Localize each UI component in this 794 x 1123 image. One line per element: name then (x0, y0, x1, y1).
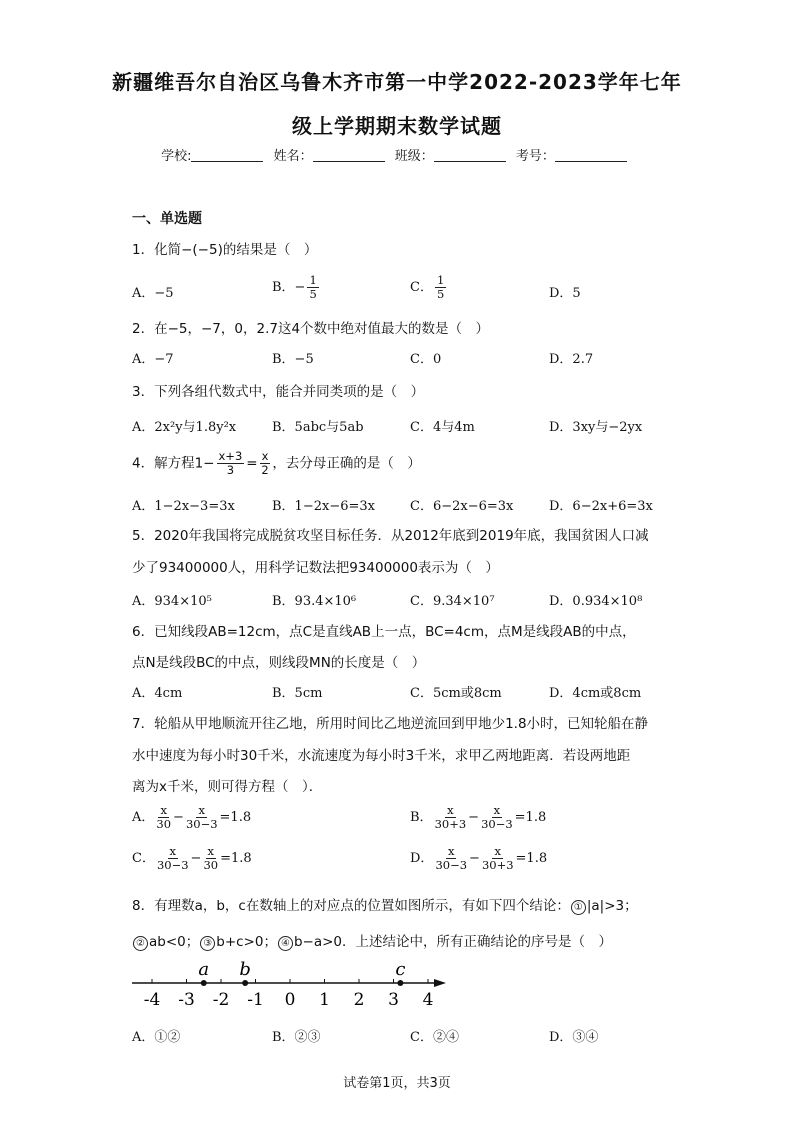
q2-option-a: A．−7 (132, 352, 174, 367)
number-line-point-c (397, 980, 403, 986)
number-line-tick-label: 1 (319, 990, 330, 1010)
q5-option-b: B．93.4×10⁶ (272, 594, 357, 609)
question-6-line-1: 6．已知线段AB=12cm，点C是直线AB上一点，BC=4cm，点M是线段AB的中点， (132, 624, 636, 640)
number-line-tick-label: -4 (143, 990, 161, 1010)
section-heading: 一、单选题 (132, 211, 202, 227)
q4-option-c: C．6−2x−6=3x (410, 499, 514, 514)
question-7-line-1: 7．轮船从甲地顺流开往乙地，所用时间比乙地逆流回到甲地少1.8小时，已知轮船在静 (132, 716, 649, 732)
q3-option-c: C．4与4m (410, 420, 475, 435)
number-line-point-label: b (239, 959, 251, 980)
number-line-tick-label: -3 (178, 990, 195, 1010)
q6-option-d: D．4cm或8cm (549, 686, 642, 701)
question-7-line-2: 水中速度为每小时30千米，水流速度为每小时3千米，求甲乙两地距离．若设两地距 (132, 748, 631, 764)
q8-option-b: B．②③ (272, 1030, 321, 1045)
q4-option-b: B．1−2x−6=3x (272, 499, 375, 514)
class-label: 班级： (394, 149, 434, 164)
q5-option-c: C．9.34×10⁷ (410, 594, 495, 609)
class-blank (434, 149, 506, 162)
question-5-line-2: 少了93400000人，用科学记数法把93400000表示为（ ） (132, 560, 499, 576)
q3-option-a: A．2x²y与1.8y²x (132, 420, 237, 435)
number-label: 考号： (515, 149, 555, 164)
question-1-stem: 1．化简−(−5)的结果是（ ） (132, 242, 318, 258)
q1-option-c: C． $\frac{1}{5}$ (410, 273, 445, 301)
page-footer: 试卷第1页，共3页 (343, 1076, 451, 1091)
q6-option-b: B．5cm (272, 686, 323, 701)
number-line-tick-label: 4 (422, 990, 434, 1010)
number-line-points (198, 959, 405, 986)
q7-option-a: A． $\frac{x}{30}$ − $\frac{x}{30-3}$ =1.8 (132, 803, 252, 831)
q7-option-d: D． $\frac{x}{30-3}$ − $\frac{x}{30+3}$ =1.8 (410, 844, 548, 872)
question-2-stem: 2．在−5，−7，0，2.7这4个数中绝对值最大的数是（ ） (132, 321, 490, 337)
q8-option-a: A．①② (132, 1030, 181, 1045)
title-line-2: 级上学期期末数学试题 (292, 114, 502, 138)
school-label: 学校: (161, 149, 192, 164)
question-6-line-2: 点N是线段BC的中点，则线段MN的长度是（ ） (132, 655, 426, 671)
number-line-point-b (242, 980, 248, 986)
q1-option-a: A．−5 (132, 286, 174, 301)
question-8-line-1: 8．有理数a，b，c在数轴上的对应点的位置如图所示，有如下四个结论： ① |a|>3； (132, 898, 638, 914)
q3-option-d: D．3xy与−2yx (549, 420, 643, 435)
q2-option-b: B．−5 (272, 352, 314, 367)
number-line-tick-label: 3 (388, 990, 399, 1010)
school-blank (191, 149, 263, 162)
q2-option-d: D．2.7 (549, 352, 594, 367)
question-5-line-1: 5．2020年我国将完成脱贫攻坚目标任务．从2012年底到2019年底，我国贫困人口减 (132, 528, 649, 544)
q7-option-c: C． $\frac{x}{30-3}$ − $\frac{x}{30}$ =1.8 (132, 844, 252, 872)
q4-option-d: D．6−2x+6=3x (549, 499, 653, 514)
name-label: 姓名： (273, 149, 313, 164)
q7-option-b: B． $\frac{x}{30+3}$ − $\frac{x}{30-3}$ =1.8 (410, 803, 547, 831)
number-blank (555, 149, 627, 162)
number-line-tick-label: -2 (212, 990, 230, 1010)
number-line-arrow (434, 979, 446, 987)
question-8-line-2: ② ab<0； ③ b+c>0； ④ b−a>0．上述结论中，所有正确结论的序号是（ ） (132, 930, 612, 951)
q6-option-c: C．5cm或8cm (410, 686, 502, 701)
number-line-point-label: a (198, 959, 210, 980)
number-line-point-label: c (395, 959, 406, 980)
q8-option-c: C．②④ (410, 1030, 459, 1045)
student-info (0, 145, 794, 164)
q6-option-a: A．4cm (132, 686, 183, 701)
name-blank (313, 149, 385, 162)
q4-option-a: A．1−2x−3=3x (132, 499, 235, 514)
q1-option-d: D．5 (549, 286, 581, 301)
number-line-tick-label: -1 (247, 990, 264, 1010)
q5-option-d: D．0.934×10⁸ (549, 594, 643, 609)
question-3-stem: 3．下列各组代数式中，能合并同类项的是（ ） (132, 384, 425, 400)
number-line-tick-label: 2 (353, 990, 365, 1010)
q3-option-b: B．5abc与5ab (272, 420, 364, 435)
title-line-1: 新疆维吾尔自治区乌鲁木齐市第一中学2022-2023学年七年 (112, 70, 682, 94)
question-7-line-3: 离为x千米，则可得方程（ ）． (132, 779, 323, 795)
q8-option-d: D．③④ (549, 1030, 599, 1045)
number-line-point-a (201, 980, 207, 986)
number-line-diagram (128, 958, 458, 1018)
q5-option-a: A．934×10⁵ (132, 594, 212, 609)
number-line-tick-label: 0 (284, 990, 296, 1010)
q2-option-c: C．0 (410, 352, 442, 367)
q1-option-b: B．− $\frac{1}{5}$ (272, 273, 317, 301)
question-4-stem: 4．解方程1− $\frac{x+3}{3}$ = $\frac{x}{2}$ ，去分母正确的是（ ） (132, 449, 421, 477)
